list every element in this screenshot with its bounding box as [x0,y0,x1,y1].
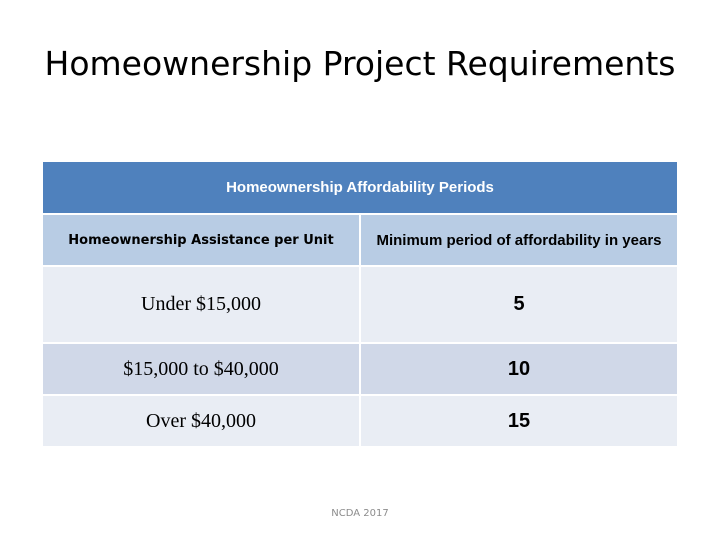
assistance-cell: Over $40,000 [43,395,360,447]
table-title: Homeownership Affordability Periods [43,162,677,214]
column-header-assistance: Homeownership Assistance per Unit [43,214,360,266]
assistance-cell: Under $15,000 [43,266,360,343]
table-row [43,343,677,395]
years-cell: 5 [360,266,677,343]
affordability-table [43,162,677,448]
table-header-row [43,162,677,214]
column-header-row [43,214,677,266]
slide-title: Homeownership Project Requirements [44,44,676,83]
assistance-cell: $15,000 to $40,000 [43,343,360,395]
years-cell: 10 [360,343,677,395]
slide-footer: NCDA 2017 [331,508,389,519]
years-cell: 15 [360,395,677,447]
column-header-years: Minimum period of affordability in years [360,214,677,266]
table-row [43,266,677,343]
table-row [43,395,677,447]
